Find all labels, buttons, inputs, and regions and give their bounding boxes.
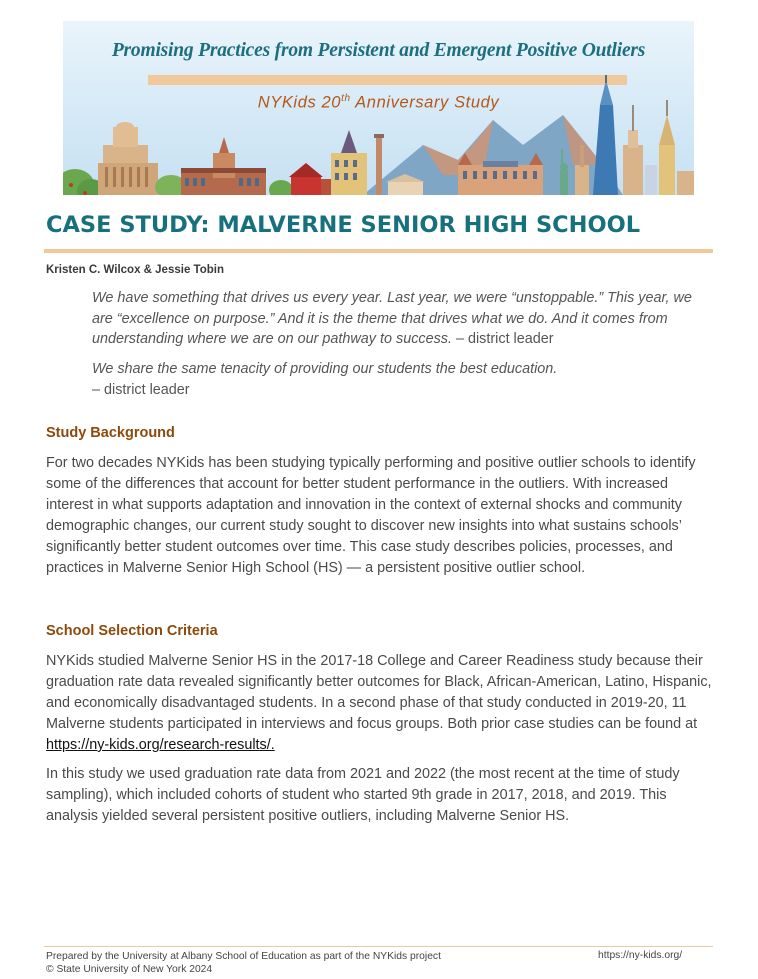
skyline-illustration: [63, 75, 694, 195]
paragraph: [46, 651, 718, 756]
section-heading-school-selection: School Selection Criteria: [46, 623, 218, 639]
section-heading-study-background: Study Background: [46, 425, 175, 441]
subtitle-prefix: NYKids 20: [257, 93, 342, 112]
footer-divider: [44, 946, 713, 947]
page-title: CASE STUDY: MALVERNE SENIOR HIGH SCHOOL: [46, 212, 641, 238]
subtitle-superscript: th: [341, 93, 351, 104]
subtitle-suffix: Anniversary Study: [350, 93, 500, 112]
research-results-link[interactable]: https://ny-kids.org/research-results/.: [46, 737, 275, 753]
title-divider: [44, 249, 713, 253]
quote-attribution: – district leader: [92, 381, 190, 398]
paragraph-text: NYKids studied Malverne Senior HS in the 2017-18 College and Career Readiness study because their graduation rate data revealed significantly better outcomes for Black, African-American, Latino, Hispanic, and economically disadvantaged students. In a second phase of that study conducted in 2019-20, 11 Malverne students participated in interviews and focus groups. Both prior case studies can be found at: [46, 653, 712, 732]
quote-attribution: – district leader: [451, 331, 554, 347]
paragraph: For two decades NYKids has been studying typically performing and positive outlier schools to identify some of the differences that account for better student performance in the outliers. With increased interest in what supports adaptation and innovation in the context of external shocks and community demographic changes, our current study sought to discover new insights into what sustains schools’ significantly better student outcomes over time. This case study describes policies, processes, and practices in Malverne Senior High School (HS) — a persistent positive outlier school.: [46, 455, 696, 576]
footer-credits: [46, 950, 441, 976]
footer-prepared-by: Prepared by the University at Albany School of Education as part of the NYKids project: [46, 951, 441, 962]
footer-url-link[interactable]: https://ny-kids.org/: [598, 950, 683, 961]
quote-text: We share the same tenacity of providing our students the best education.: [92, 361, 558, 377]
authors: Kristen C. Wilcox & Jessie Tobin: [46, 264, 224, 276]
pull-quote-2: [92, 359, 702, 400]
header-banner: [63, 21, 694, 195]
paragraph: In this study we used graduation rate data from 2021 and 2022 (the most recent at the time of study sampling), which included cohorts of student who started 9th grade in 2017, 2018, and 2019. This analysis yielded several persistent positive outliers, including Malverne Senior HS.: [46, 766, 680, 824]
pull-quote-1: [92, 288, 702, 350]
banner-title: Promising Practices from Persistent and Emergent Positive Outliers: [111, 40, 646, 61]
footer-copyright: © State University of New York 2024: [46, 964, 213, 975]
quote-text: We have something that drives us every year. Last year, we were “unstoppable.” This year, we are “excellence on purpose.” And it is the theme that drives what we do. And it comes from understanding where we are on our pathway to success.: [92, 290, 692, 347]
